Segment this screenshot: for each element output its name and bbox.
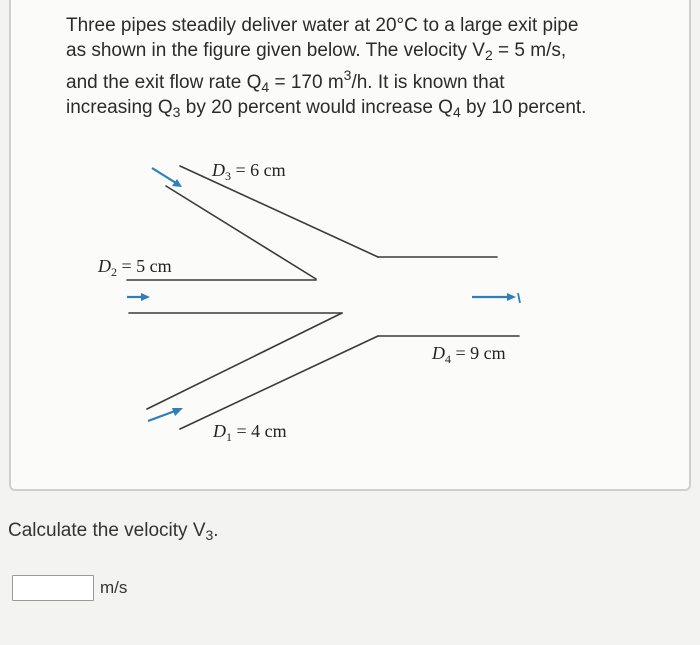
velocity-answer-input[interactable] — [12, 575, 94, 601]
subscript: 3 — [205, 527, 214, 543]
problem-line-1-text: Three pipes steadily deliver water at 20°C to a large exit pipe — [66, 15, 579, 36]
d2-label: $D_2 = 5$ cm — [98, 256, 172, 279]
d4-label: $D_4 = 9$ cm — [432, 343, 506, 366]
problem-line-4-text: increasing Q — [66, 97, 173, 118]
problem-line-3-end: /h. It is known that — [351, 72, 505, 93]
pipe1-lower-wall — [180, 336, 378, 429]
pipe1-upper-wall — [147, 313, 342, 409]
flow-arrow-pipe1 — [148, 411, 175, 421]
subscript: 3 — [172, 104, 181, 120]
question-text — [8, 520, 219, 542]
problem-line-2-value: = 5 m/s, — [492, 40, 567, 61]
superscript: 3 — [343, 67, 352, 83]
pipe3-lower-wall — [166, 186, 316, 279]
problem-line-4-end: by 10 percent. — [460, 97, 587, 118]
problem-line-2-text: as shown in the figure given below. The velocity V — [66, 40, 485, 61]
unit-label: m/s — [100, 578, 128, 597]
subscript: 2 — [484, 47, 493, 63]
d1-label: $D_1 = 4$ cm — [213, 421, 287, 444]
d3-label: $D_3 = 6$ cm — [212, 160, 286, 183]
problem-line-3-text: and the exit flow rate Q — [66, 72, 262, 93]
flow-mark — [518, 293, 520, 303]
question-period: . — [213, 520, 219, 541]
flow-arrow-pipe3 — [152, 168, 176, 183]
flow-arrowhead-pipe4 — [507, 293, 516, 301]
question-label: Calculate the velocity V — [8, 520, 206, 541]
subscript: 4 — [452, 104, 461, 120]
problem-line-4-mid: by 20 percent would increase Q — [180, 97, 453, 118]
subscript: 4 — [261, 79, 270, 95]
flow-arrowhead-pipe1 — [172, 408, 183, 416]
problem-line-3-value: = 170 m — [269, 72, 344, 93]
flow-arrowhead-pipe2 — [141, 293, 150, 301]
